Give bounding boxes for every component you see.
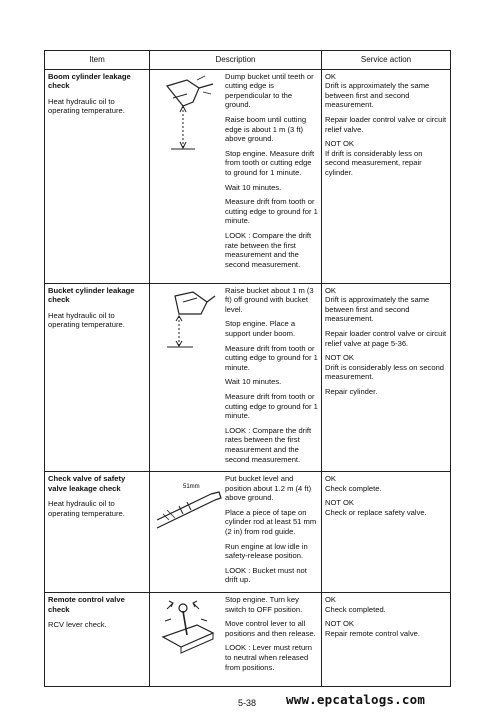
step: LOOK : Bucket must not drift up. [225,565,307,585]
step: Dump bucket until teeth or cutting edge is perpendicular to the ground. [225,71,314,110]
step: Wait 10 minutes. [225,182,282,192]
header-description: Description [150,51,322,70]
table-row [45,283,451,472]
description-cell [150,593,322,687]
cylinder-tape-illustration [153,474,225,590]
not-ok-label: NOT OK [325,139,354,149]
action-text: Repair loader control valve or circuit relief valve at page 5-36. [325,328,447,348]
svg-text:51mm: 51mm [183,484,200,491]
step: Measure drift from tooth or cutting edge to ground for 1 minute. [225,391,318,421]
service-action-cell [322,69,451,283]
ok-label: OK [325,595,336,605]
action-text: Repair cylinder. [325,386,378,396]
action-text: Repair loader control valve or circuit relief valve. [325,114,447,134]
action-text: Check or replace safety valve. [325,507,427,517]
item-title: Boom cylinder leakage check [48,71,131,91]
table-header-row [45,51,451,70]
service-table [44,50,451,687]
service-action-cell [322,593,451,687]
bucket-drift-illustration [153,286,225,470]
action-text: Repair remote control valve. [325,628,420,638]
table-row [45,69,451,283]
item-subtext: Heat hydraulic oil to operating temperature. [48,310,125,330]
item-subtext: Heat hydraulic oil to operating temperature. [48,96,125,116]
step: Raise boom until cutting edge is about 1 m (3 ft) above ground. [225,114,307,144]
not-ok-label: NOT OK [325,353,354,363]
boom-drift-illustration [153,72,225,275]
not-ok-label: NOT OK [325,619,354,629]
action-text: Drift is approximately the same between first and second measurement. [325,81,430,110]
step: Measure drift from tooth or cutting edge to ground for 1 minute. [225,343,318,372]
action-text: Check completed. [325,604,386,614]
ok-label: OK [325,285,336,295]
action-text: Check complete. [325,483,382,493]
control-lever-illustration [153,595,225,677]
page-number: 5-38 [238,698,257,708]
item-title: Remote control valve check [48,595,125,614]
step: Wait 10 minutes. [225,377,282,387]
ok-label: OK [325,474,336,484]
item-cell [45,593,150,687]
step: Stop engine. Place a support under boom. [225,319,296,338]
step: Measure drift from tooth or cutting edge to ground for 1 minute. [225,197,318,226]
action-text: Drift is considerably less on second measurement. [325,362,445,382]
step: LOOK : Lever must return to neutral when released from positions. [225,643,312,672]
step: Place a piece of tape on cylinder rod at least 51 mm (2 in) from rod guide. [225,507,317,537]
item-subtext: RCV lever check. [48,620,107,630]
service-action-cell [322,472,451,593]
item-cell [45,69,150,283]
action-text: If drift is considerably less on second measurement, repair cylinder. [325,148,423,177]
description-cell [150,283,322,472]
not-ok-label: NOT OK [325,498,354,508]
step: Stop engine. Measure drift from tooth or cutting edge to ground for 1 minute. [225,148,315,177]
step: Run engine at low idle in safety-release position. [225,541,308,561]
step: LOOK : Compare the drift rate between the first measurement and the second measurement. [225,230,312,269]
step: Put bucket level and position about 1.2 m (4 ft) above ground. [225,474,312,503]
ok-label: OK [325,71,336,81]
description-cell [150,472,322,593]
item-cell [45,283,150,472]
step: Move control lever to all positions and then release. [225,619,316,638]
table-row [45,472,451,593]
action-text: Drift is approximately the same between first and second measurement. [325,295,430,324]
watermark-url[interactable]: www.epcatalogs.com [286,692,426,707]
step: Raise bucket about 1 m (3 ft) off ground with bucket level. [225,285,314,314]
description-cell [150,69,322,283]
step: LOOK : Compare the drift rates between the first measurement and the second measurement. [225,425,312,464]
service-action-cell [322,283,451,472]
item-title: Check valve of safety valve leakage check [48,474,126,493]
table-row [45,593,451,687]
item-title: Bucket cylinder leakage check [48,285,135,305]
step: Stop engine. Turn key switch to OFF position. [225,595,303,614]
header-item: Item [45,51,150,70]
header-service-action: Service action [322,51,451,70]
item-cell [45,472,150,593]
item-subtext: Heat hydraulic oil to operating temperature. [48,499,125,518]
